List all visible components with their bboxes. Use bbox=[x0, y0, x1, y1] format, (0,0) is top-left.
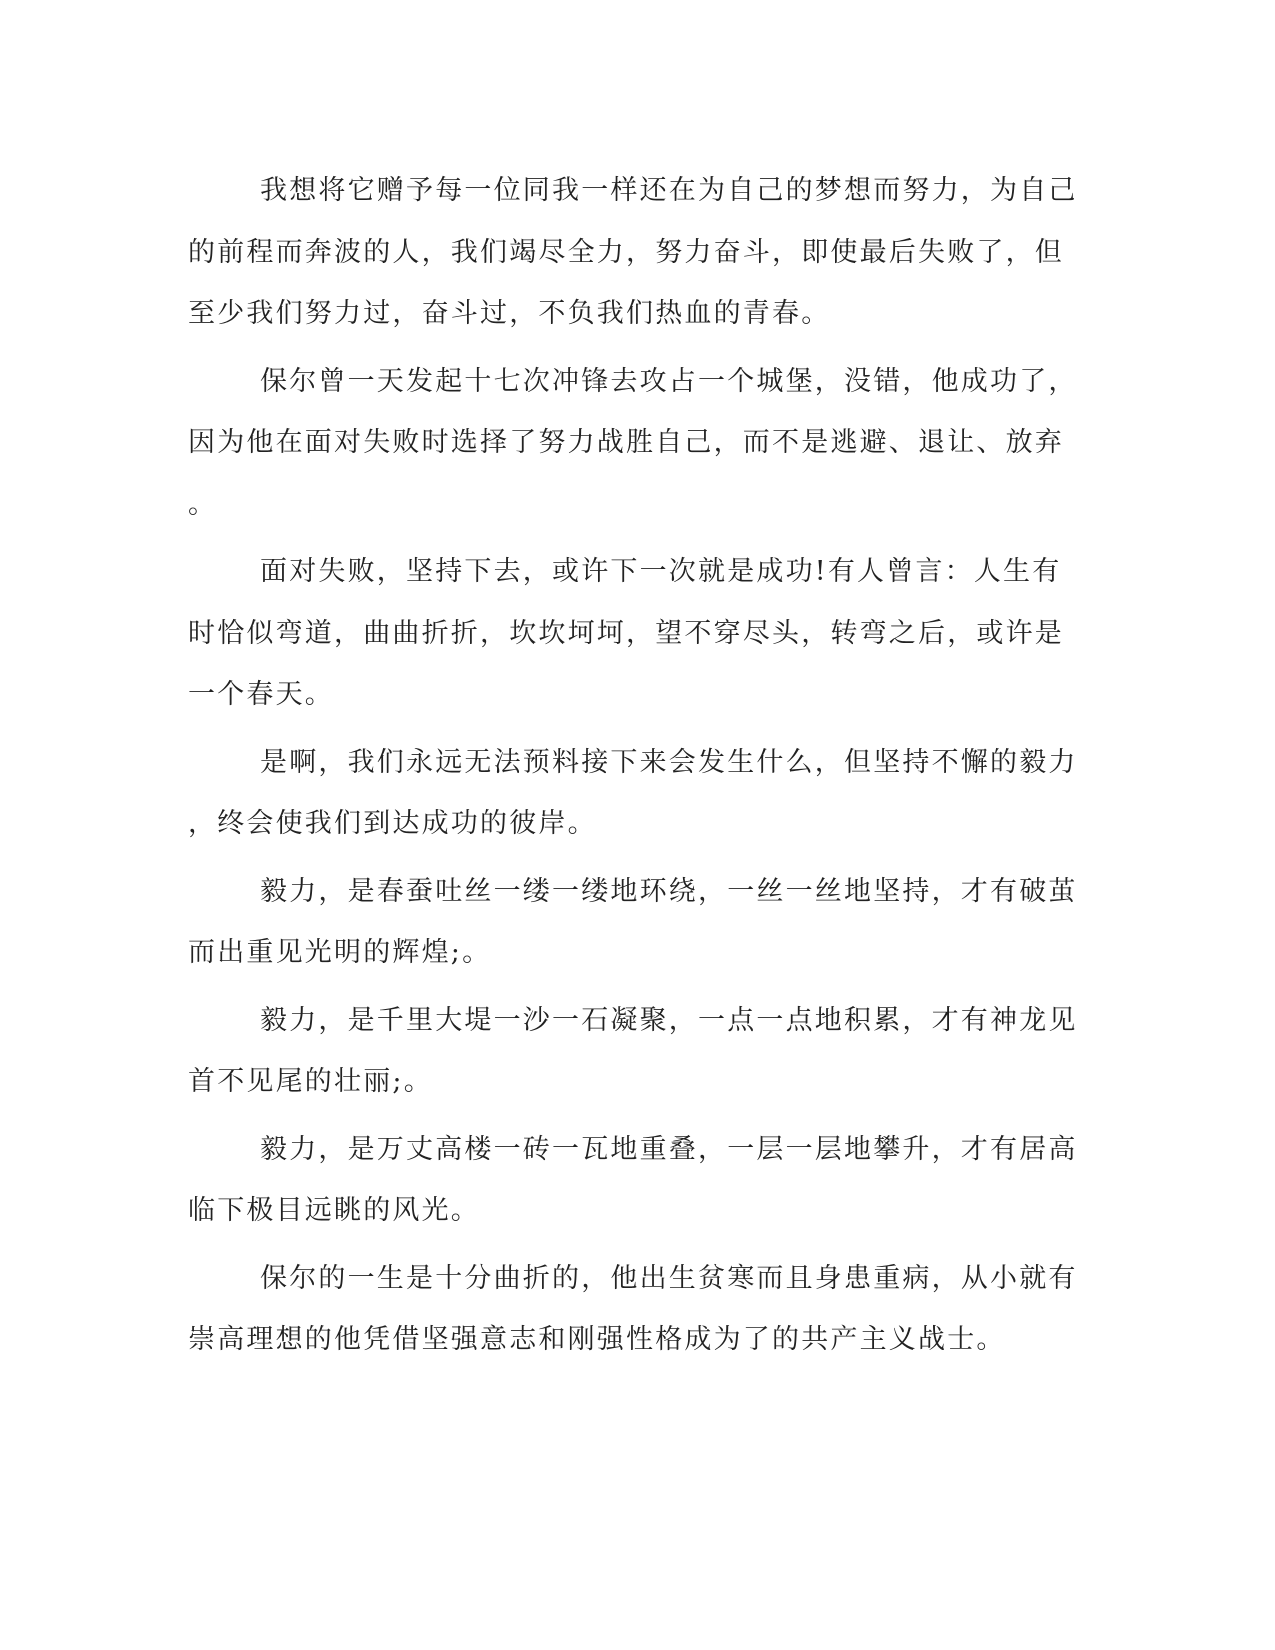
text-line: 保尔曾一天发起十七次冲锋去攻占一个城堡，没错，他成功了， bbox=[260, 365, 1078, 397]
paragraph-1 bbox=[188, 160, 1078, 345]
paragraph-4 bbox=[188, 732, 1078, 855]
text-line: 至少我们努力过，奋斗过，不负我们热血的青春。 bbox=[188, 298, 831, 329]
paragraph-7 bbox=[188, 1119, 1078, 1242]
text-line: 的前程而奔波的人，我们竭尽全力，努力奋斗，即使最后失败了，但 bbox=[188, 236, 1064, 268]
paragraph-6 bbox=[188, 990, 1078, 1113]
text-line: 首不见尾的壮丽;。 bbox=[188, 1066, 433, 1097]
text-line: 临下极目远眺的风光。 bbox=[188, 1195, 480, 1226]
text-line: 保尔的一生是十分曲折的，他出生贫寒而且身患重病，从小就有 bbox=[260, 1262, 1078, 1294]
text-line: 崇高理想的他凭借坚强意志和刚强性格成为了的共产主义战士。 bbox=[188, 1324, 1006, 1355]
text-line: 毅力，是万丈高楼一砖一瓦地重叠，一层一层地攀升，才有居高 bbox=[260, 1133, 1078, 1165]
text-line: 毅力，是千里大堤一沙一石凝聚，一点一点地积累，才有神龙见 bbox=[260, 1004, 1078, 1036]
text-line: ，终会使我们到达成功的彼岸。 bbox=[188, 808, 597, 839]
paragraph-5 bbox=[188, 861, 1078, 984]
text-line: 我想将它赠予每一位同我一样还在为自己的梦想而努力，为自己 bbox=[260, 175, 1078, 206]
text-line: 而出重见光明的辉煌;。 bbox=[188, 937, 492, 968]
paragraph-2 bbox=[188, 351, 1078, 536]
text-line: 一个春天。 bbox=[188, 679, 334, 710]
paragraph-3 bbox=[188, 541, 1078, 726]
text-line: 是啊，我们永远无法预料接下来会发生什么，但坚持不懈的毅力 bbox=[260, 746, 1078, 778]
text-line: 。 bbox=[188, 488, 218, 520]
text-line: 时恰似弯道，曲曲折折，坎坎坷坷，望不穿尽头，转弯之后，或许是 bbox=[188, 617, 1064, 649]
text-line: 毅力，是春蚕吐丝一缕一缕地环绕，一丝一丝地坚持，才有破茧 bbox=[260, 875, 1078, 907]
text-line: 因为他在面对失败时选择了努力战胜自己，而不是逃避、退让、放弃 bbox=[188, 427, 1064, 458]
paragraph-8 bbox=[188, 1248, 1078, 1371]
document-body bbox=[188, 160, 1078, 1377]
text-line: 面对失败，坚持下去，或许下一次就是成功!有人曾言：人生有 bbox=[260, 556, 1062, 587]
